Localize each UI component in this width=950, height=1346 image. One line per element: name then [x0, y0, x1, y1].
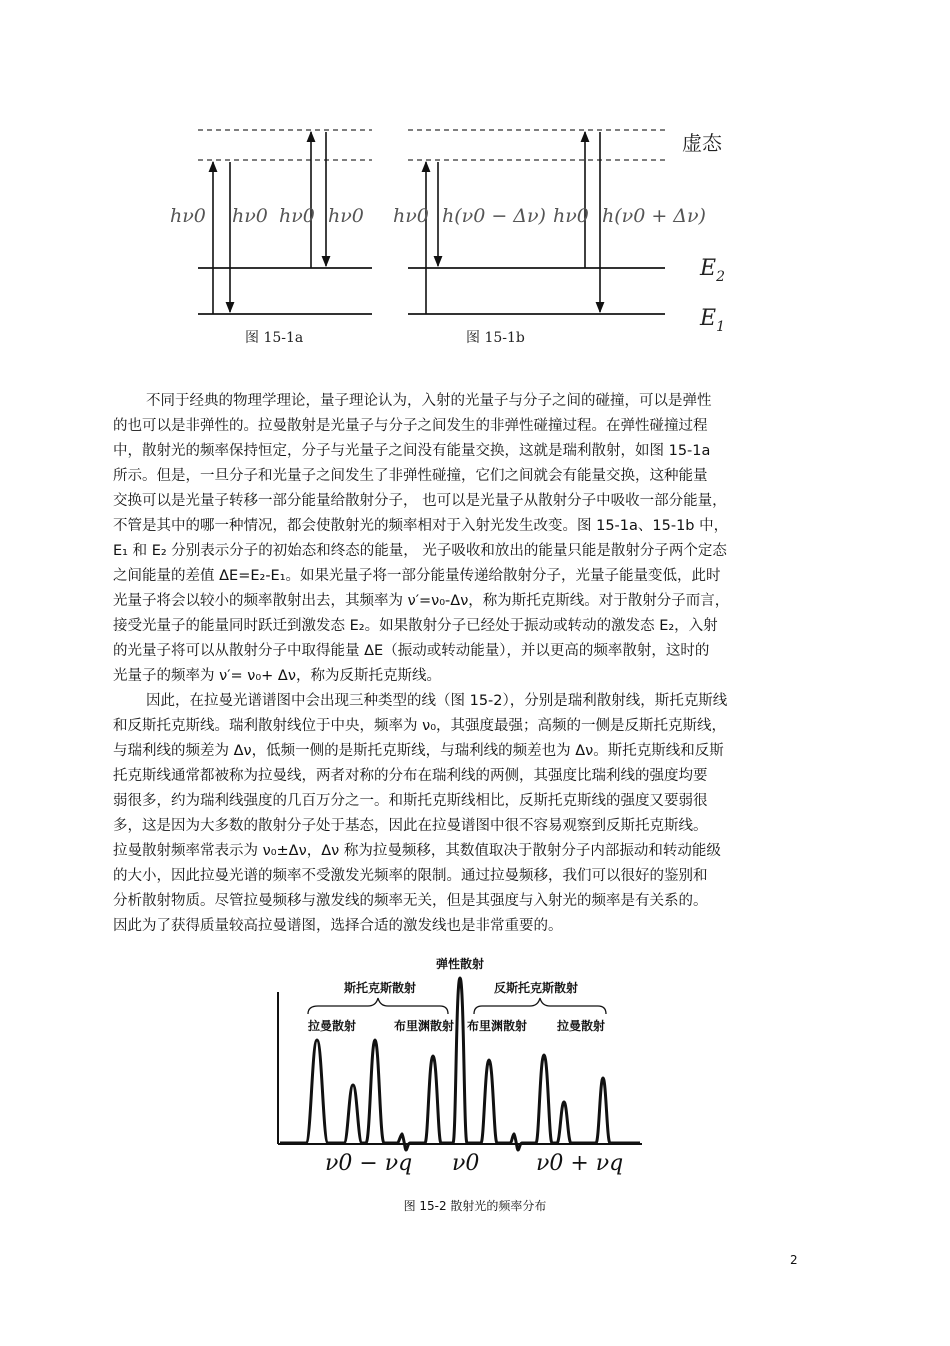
text-line: E₁ 和 E₂ 分别表示分子的初始态和终态的能量， 光子吸收和放出的能量只能是散射分子两个定态	[113, 543, 727, 559]
x-label-left: ν0 − νq	[325, 1151, 413, 1176]
page-number: 2	[790, 1253, 798, 1267]
text-line: 和反斯托克斯线。瑞利散射线位于中央，频率为 ν₀，其强度最强；高频的一侧是反斯托克斯线，	[113, 718, 727, 734]
stokes-brace	[308, 998, 448, 1014]
raman-right-label: 拉曼散射	[556, 1019, 606, 1033]
text-line: 光量子将会以较小的频率散射出去，其频率为 ν′=ν₀-Δν，称为斯托克斯线。对于散射分子而言，	[113, 593, 730, 609]
label-a3: hν0	[279, 205, 315, 227]
text-line: 中，散射光的频率保持恒定，分子与光量子之间没有能量交换，这就是瑞利散射，如图 15-1a	[113, 443, 711, 459]
text-line: 拉曼散射频率常表示为 ν₀±Δν，Δν 称为拉曼频移，其数值取决于散射分子内部振动和转动能级	[113, 843, 721, 859]
anti-stokes-label: 反斯托克斯散射	[493, 981, 579, 995]
text-line: 交换可以是光量子转移一部分能量给散射分子， 也可以是光量子从散射分子中吸收一部分能量，	[113, 493, 727, 509]
text-line: 因此为了获得质量较高拉曼谱图，选择合适的激发线也是非常重要的。	[113, 918, 563, 934]
label-b2: h(ν0 − Δν)	[442, 205, 546, 227]
text-line: 的光量子将可以从散射分子中取得能量 ΔE（振动或转动能量），并以更高的频率散射，这时的	[113, 643, 710, 659]
label-a4: hν0	[328, 205, 364, 227]
text-line: 的大小，因此拉曼光谱的频率不受激发光频率的限制。通过拉曼频移，我们可以很好的鉴别和	[113, 868, 708, 884]
virtual-state-label: 虚态	[682, 131, 722, 155]
text-line: 因此，在拉曼光谱谱图中会出现三种类型的线（图 15-2），分别是瑞利散射线，斯托克斯线	[146, 693, 728, 709]
spectrum-figure	[0, 950, 950, 1190]
x-label-mid: ν0	[452, 1151, 480, 1176]
text-line: 不同于经典的物理学理论，量子理论认为，入射的光量子与分子之间的碰撞，可以是弹性	[146, 393, 712, 409]
e2-label: $E_2$	[700, 256, 725, 285]
brillouin-right-label: 布里渊散射	[466, 1019, 528, 1033]
caption-15-1a: 图 15-1a	[245, 330, 304, 346]
paragraph-quantum-theory	[113, 389, 813, 689]
label-a1: hν0	[170, 205, 206, 227]
energy-level-figure	[0, 0, 950, 360]
x-label-right: ν0 + νq	[536, 1151, 624, 1176]
raman-left-label: 拉曼散射	[307, 1019, 357, 1033]
text-line: 不管是其中的哪一种情况，都会使散射光的频率相对于入射光发生改变。图 15-1a、15-1b 中，	[113, 518, 729, 534]
label-b4: h(ν0 + Δν)	[602, 205, 706, 227]
text-line: 的也可以是非弹性的。拉曼散射是光量子与分子之间发生的非弹性碰撞过程。在弹性碰撞过程	[113, 418, 708, 434]
stokes-label: 斯托克斯散射	[343, 981, 417, 995]
text-line: 多，这是因为大多数的散射分子处于基态，因此在拉曼谱图中很不容易观察到反斯托克斯线。	[113, 818, 708, 834]
label-b3: hν0	[553, 205, 589, 227]
paragraph-raman-lines	[113, 689, 813, 939]
text-line: 之间能量的差值 ΔE=E₂-E₁。如果光量子将一部分能量传递给散射分子，光量子能量变低，此时	[113, 568, 721, 584]
label-b1: hν0	[393, 205, 429, 227]
text-line: 所示。但是，一旦分子和光量子之间发生了非弹性碰撞，它们之间就会有能量交换，这种能量	[113, 468, 708, 484]
label-a2: hν0	[232, 205, 268, 227]
brillouin-left-label: 布里渊散射	[393, 1019, 455, 1033]
figure-15-2-caption: 图 15-2 散射光的频率分布	[403, 1199, 547, 1213]
text-line: 光量子的频率为 ν′= ν₀+ Δν，称为反斯托克斯线。	[113, 668, 441, 684]
spectrum-curve	[280, 978, 640, 1150]
elastic-label: 弹性散射	[435, 957, 485, 971]
text-line: 分析散射物质。尽管拉曼频移与激发线的频率无关，但是其强度与入射光的频率是有关系的。	[113, 893, 708, 909]
text-line: 托克斯线通常都被称为拉曼线，两者对称的分布在瑞利线的两侧，其强度比瑞利线的强度均要	[113, 768, 708, 784]
e1-label: $E_1$	[700, 306, 725, 335]
anti-stokes-brace	[474, 998, 606, 1014]
text-line: 接受光量子的能量同时跃迁到激发态 E₂。如果散射分子已经处于振动或转动的激发态 E₂，入射	[113, 618, 718, 634]
caption-15-1b: 图 15-1b	[466, 330, 525, 346]
text-line: 弱很多，约为瑞利线强度的几百万分之一。和斯托克斯线相比，反斯托克斯线的强度又要弱很	[113, 793, 708, 809]
text-line: 与瑞利线的频差为 Δν，低频一侧的是斯托克斯线，与瑞利线的频差也为 Δν。斯托克斯线和反斯	[113, 743, 724, 759]
